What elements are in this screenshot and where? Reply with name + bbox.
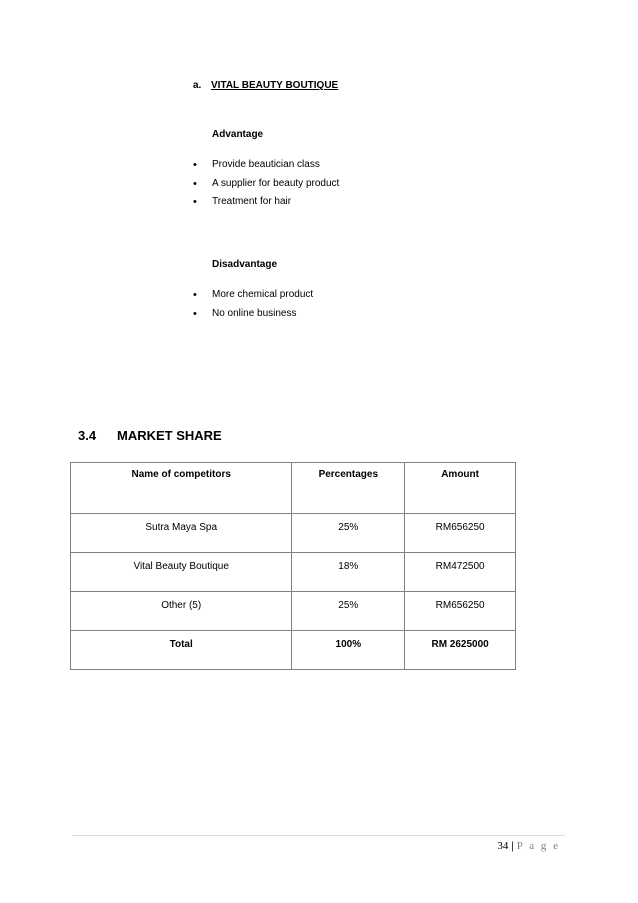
- page-label: P a g e: [516, 840, 560, 852]
- market-share-table: [70, 462, 516, 670]
- section-heading: [78, 428, 222, 443]
- bullet-icon: •: [193, 177, 197, 190]
- list-item-text: Provide beautician class: [212, 159, 320, 170]
- header-cell: Name of competitors: [71, 463, 292, 514]
- page-footer: [497, 840, 560, 852]
- footer-divider: [72, 835, 565, 836]
- bullet-icon: •: [193, 307, 197, 320]
- advantage-list: [193, 157, 339, 213]
- bullet-icon: •: [193, 289, 197, 301]
- table-cell: RM472500: [405, 553, 516, 592]
- disadvantage-label: Disadvantage: [212, 259, 278, 270]
- subsection-number: a.: [193, 80, 202, 91]
- list-item-text: Treatment for hair: [212, 196, 292, 207]
- section-title: MARKET SHARE: [117, 428, 222, 443]
- table-cell: Total: [71, 631, 292, 670]
- list-item: [193, 287, 313, 306]
- list-item-text: A supplier for beauty product: [212, 177, 340, 189]
- table-cell: 18%: [292, 553, 405, 592]
- list-item-text: No online business: [212, 307, 297, 319]
- footer-separator: |: [511, 840, 514, 852]
- table-row: [71, 592, 516, 631]
- table-total-row: [71, 631, 516, 670]
- header-cell: Amount: [405, 463, 516, 514]
- list-item: [193, 194, 339, 213]
- table-cell: Vital Beauty Boutique: [71, 553, 292, 592]
- bullet-icon: •: [193, 196, 197, 208]
- list-item: [193, 157, 339, 176]
- table-cell: 25%: [292, 592, 405, 631]
- table-cell: RM 2625000: [405, 631, 516, 670]
- bullet-icon: •: [193, 159, 197, 171]
- advantage-label: Advantage: [212, 129, 264, 140]
- table-row: [71, 553, 516, 592]
- table-cell: 100%: [292, 631, 405, 670]
- table-cell: Other (5): [71, 592, 292, 631]
- list-item-text: More chemical product: [212, 289, 314, 300]
- list-item: [193, 176, 339, 195]
- table-cell: 25%: [292, 514, 405, 553]
- table-header-row: [71, 463, 516, 514]
- section-number: 3.4: [78, 428, 97, 443]
- disadvantage-list: [193, 287, 313, 324]
- subsection-heading: [193, 80, 338, 91]
- table-cell: RM656250: [405, 514, 516, 553]
- list-item: [193, 306, 313, 325]
- table-row: [71, 514, 516, 553]
- subsection-title: VITAL BEAUTY BOUTIQUE: [211, 80, 339, 91]
- table-cell: RM656250: [405, 592, 516, 631]
- table-cell: Sutra Maya Spa: [71, 514, 292, 553]
- page-number: 34: [497, 840, 509, 852]
- header-cell: Percentages: [292, 463, 405, 514]
